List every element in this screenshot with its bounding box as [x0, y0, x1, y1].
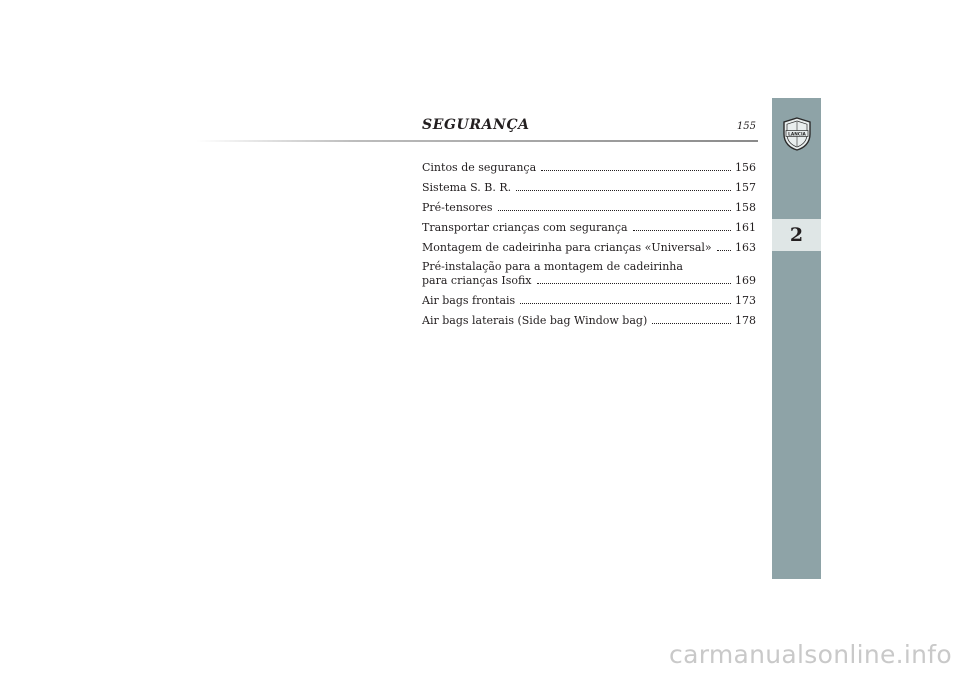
toc-entry [422, 293, 756, 307]
toc-entry-page: 173 [735, 294, 756, 307]
toc-entry-title: Pré-tensores [422, 201, 493, 214]
toc-entry [422, 313, 756, 327]
logo-text: LANCIA [788, 132, 806, 138]
toc-entry-page: 169 [735, 274, 756, 287]
toc-line [422, 160, 756, 174]
toc-entry-title: Pré-instalação para a montagem de cadeirinha [422, 260, 683, 273]
toc-line [422, 293, 756, 307]
toc-entry [422, 240, 756, 254]
toc-entry [422, 180, 756, 194]
section-title: SEGURANÇA [422, 117, 530, 133]
toc-entry-title: Cintos de segurança [422, 161, 537, 174]
toc-entry-page: 157 [735, 181, 756, 194]
toc-entry [422, 160, 756, 174]
header-rule [196, 140, 758, 142]
toc-line [422, 220, 756, 234]
dot-leader [717, 237, 731, 251]
toc-entry [422, 200, 756, 214]
table-of-contents [422, 160, 756, 333]
toc-entry-page: 156 [735, 161, 756, 174]
toc-line [422, 200, 756, 214]
toc-line [422, 273, 756, 287]
toc-entry-title: para crianças Isofix [422, 274, 532, 287]
dot-leader [652, 310, 731, 324]
toc-entry-title: Air bags laterais (Side bag Window bag) [422, 314, 648, 327]
toc-entry-title: Sistema S. B. R. [422, 181, 512, 194]
toc-line [422, 313, 756, 327]
chapter-number: 2 [789, 224, 804, 246]
chapter-sidebar [772, 98, 821, 579]
lancia-shield-icon [781, 116, 813, 152]
toc-entry-title: Transportar crianças com segurança [422, 221, 628, 234]
watermark: carmanualsonline.info [669, 640, 952, 669]
chapter-tab [772, 219, 821, 251]
toc-line [422, 180, 756, 194]
toc-line [422, 240, 756, 254]
dot-leader [520, 290, 731, 304]
toc-entry-title: Montagem de cadeirinha para crianças «Universal» [422, 241, 712, 254]
dot-leader [633, 217, 731, 231]
toc-entry-title: Air bags frontais [422, 294, 516, 307]
dot-leader [498, 197, 731, 211]
toc-entry-page: 163 [735, 241, 756, 254]
page-number: 155 [736, 121, 756, 132]
dot-leader [516, 177, 731, 191]
dot-leader [537, 270, 731, 284]
toc-entry-page: 178 [735, 314, 756, 327]
toc-entry-page: 161 [735, 221, 756, 234]
toc-entry-page: 158 [735, 201, 756, 214]
toc-entry [422, 260, 756, 287]
toc-entry [422, 220, 756, 234]
dot-leader [541, 157, 731, 171]
